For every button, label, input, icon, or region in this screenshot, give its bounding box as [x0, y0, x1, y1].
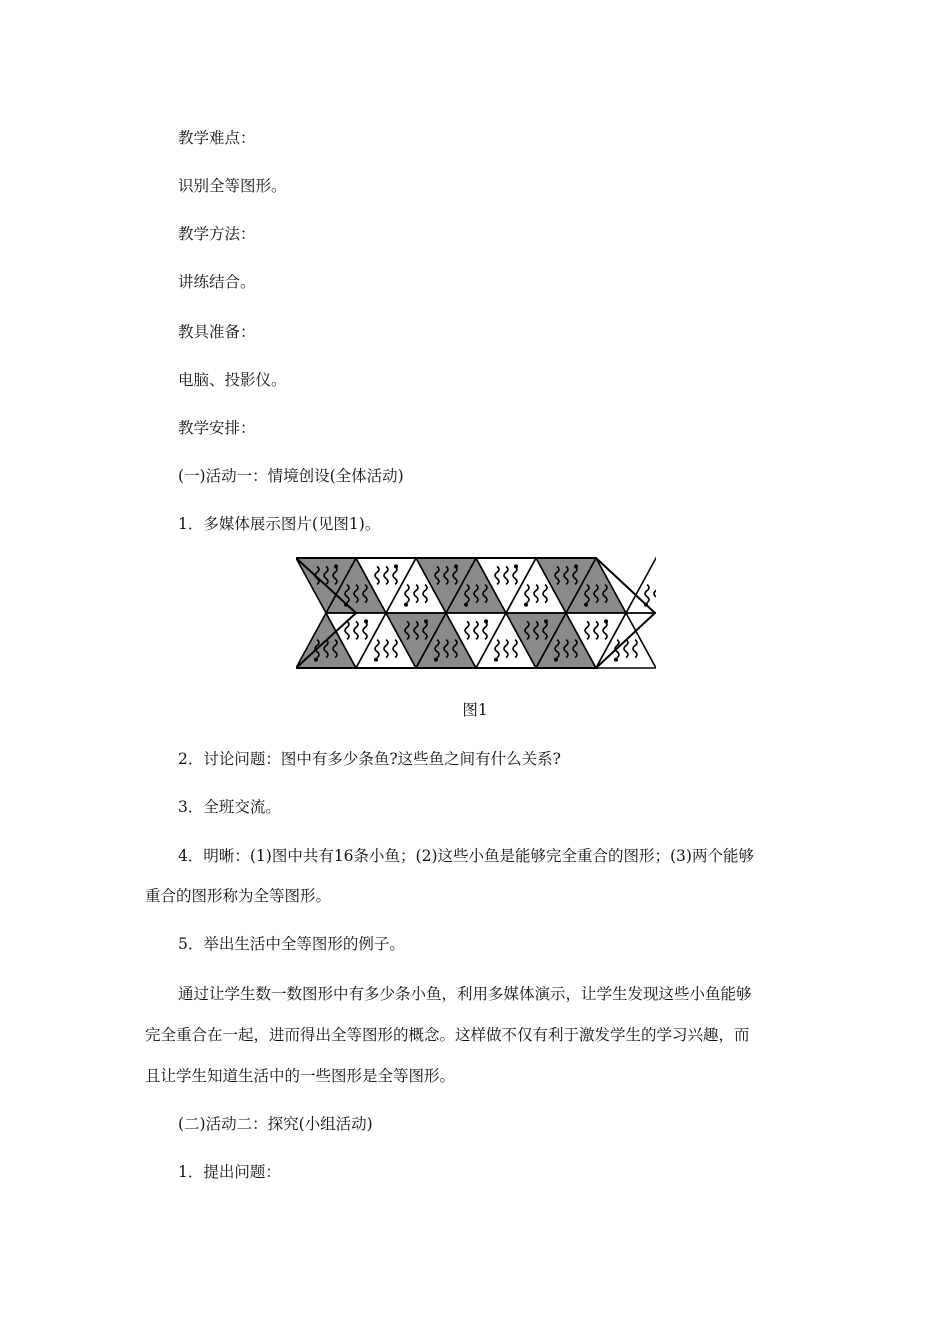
fish-eye — [394, 564, 398, 568]
tools-heading: 教具准备： — [178, 323, 256, 341]
fish-eye — [434, 658, 438, 662]
fish-tiles — [296, 558, 656, 668]
fish-eye — [364, 619, 368, 623]
fish-tessellation-figure — [296, 557, 656, 669]
fish-eye — [644, 603, 648, 607]
paragraph-line-3: 且让学生知道生活中的一些图形是全等图形。 — [145, 1067, 456, 1085]
step-2: 2．讨论问题：图中有多少条鱼?这些鱼之间有什么关系? — [178, 750, 561, 768]
fish-eye — [424, 619, 428, 623]
method-heading: 教学方法： — [178, 225, 256, 243]
ask-question: 1．提出问题： — [178, 1163, 281, 1181]
method-text: 讲练结合。 — [178, 273, 256, 291]
paragraph-line-1: 通过让学生数一数图形中有多少条小鱼，利用多媒体演示，让学生发现这些小鱼能够 — [178, 985, 752, 1003]
step-3: 3．全班交流。 — [178, 798, 281, 816]
difficulty-text: 识别全等图形。 — [178, 177, 287, 195]
tools-text: 电脑、投影仪。 — [178, 371, 287, 389]
step-5: 5．举出生活中全等图形的例子。 — [178, 935, 405, 953]
difficulty-heading: 教学难点： — [178, 129, 256, 147]
activity-one-heading: (一)活动一：情境创设(全体活动) — [178, 467, 404, 485]
fish-eye — [604, 619, 608, 623]
fish-eye — [314, 658, 318, 662]
step-1: 1．多媒体展示图片(见图1)。 — [178, 515, 381, 533]
fish-eye — [584, 603, 588, 607]
step-4-line-1: 4．明晰：(1)图中共有16条小鱼；(2)这些小鱼是能够完全重合的图形；(3)两个能够 — [178, 847, 754, 865]
fish-eye — [614, 658, 618, 662]
step-4-line-2: 重合的图形称为全等图形。 — [145, 887, 332, 905]
fish-eye — [524, 603, 528, 607]
figure-caption: 图1 — [462, 701, 488, 719]
fish-eye — [574, 564, 578, 568]
arrangement-heading: 教学安排： — [178, 419, 256, 437]
fish-eye — [544, 619, 548, 623]
fish-eye — [374, 658, 378, 662]
fish-eye — [454, 564, 458, 568]
fish-eye — [334, 564, 338, 568]
fish-eye — [344, 603, 348, 607]
fish-eye — [554, 658, 558, 662]
fish-eye — [514, 564, 518, 568]
paragraph-line-2: 完全重合在一起，进而得出全等图形的概念。这样做不仅有利于激发学生的学习兴趣，而 — [145, 1026, 750, 1044]
fish-eye — [464, 603, 468, 607]
fish-eye — [404, 603, 408, 607]
activity-two-heading: (二)活动二：探究(小组活动) — [178, 1115, 373, 1133]
fish-tile — [626, 558, 656, 613]
fish-eye — [484, 619, 488, 623]
fish-eye — [494, 658, 498, 662]
